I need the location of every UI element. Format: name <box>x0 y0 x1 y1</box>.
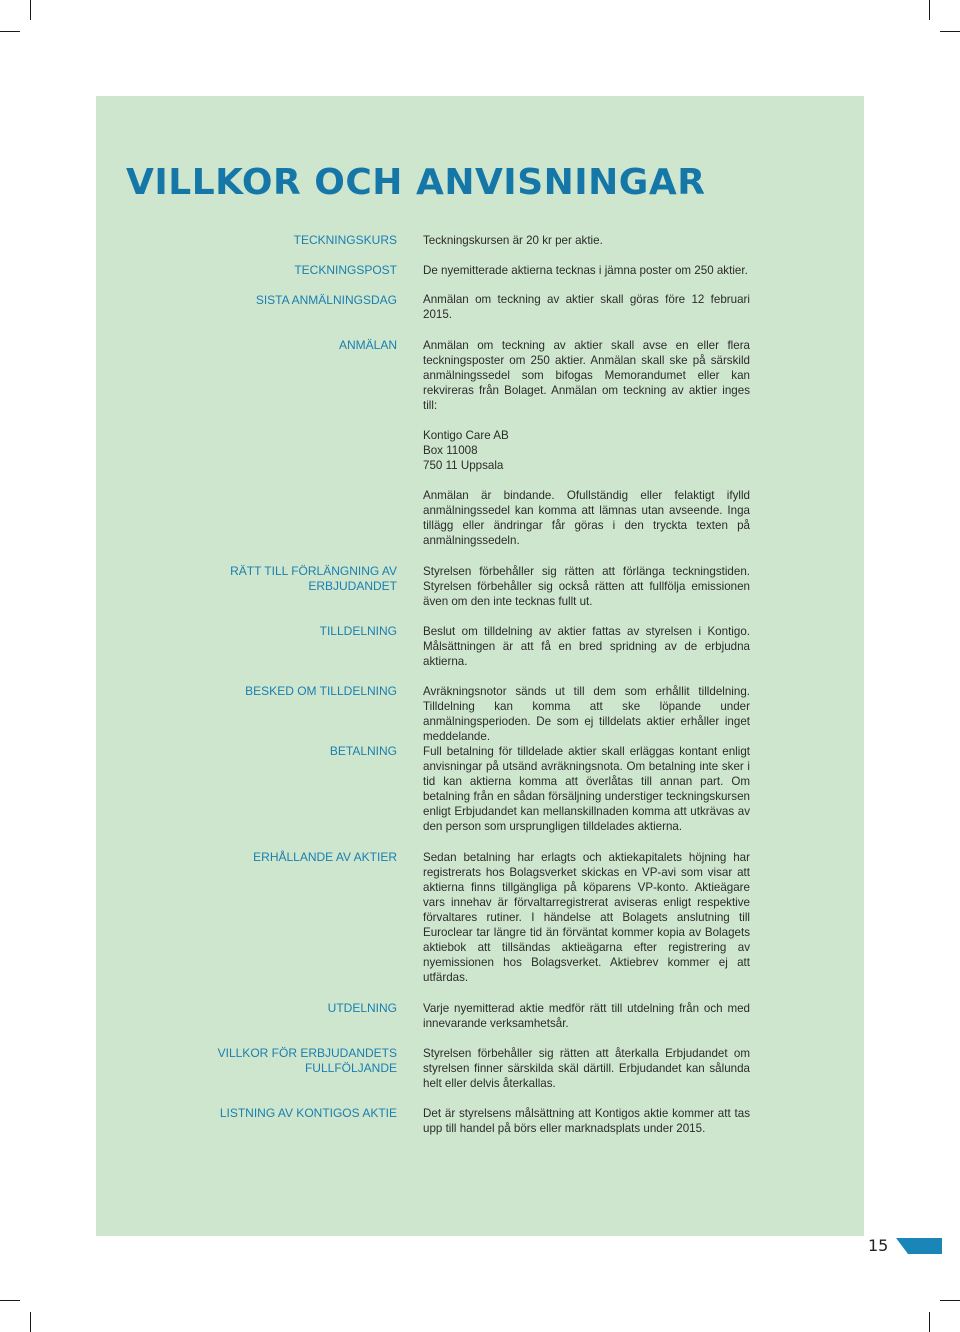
section-label: LISTNING AV KONTIGOS AKTIE <box>219 1106 397 1120</box>
page-number: 15 <box>868 1236 889 1255</box>
section-label: VILLKOR FÖR ERBJUDANDETS FULLFÖLJANDE <box>217 1046 397 1075</box>
crop-mark <box>0 31 20 32</box>
crop-mark <box>929 0 930 20</box>
section-label: ANMÄLAN <box>338 338 397 352</box>
crop-mark <box>30 0 31 20</box>
section-text <box>423 624 750 669</box>
section-text <box>423 684 750 744</box>
section-paragraph: Det är styrelsens målsättning att Kontigos aktie kommer att tas upp till handel på börs eller marknadsplats under 2015. <box>423 1107 750 1135</box>
section-label: BESKED OM TILLDELNING <box>245 684 397 698</box>
section-paragraph: Anmälan om teckning av aktier skall göras före 12 februari 2015. <box>423 293 750 321</box>
section-paragraph: Sedan betalning har erlagts och aktiekapitalets höjning har registrerats hos Bolagsverket skickas en VP-avi som visar att aktierna finns tillgängliga på köparens VP-konto. Aktieägare vars innehav är förvaltarregistrerat aviseras enligt respektive förvaltares rutiner. I händelse att Bolagets anslutning till Euroclear tar längre tid än förväntat kommer kopia av Bolagets aktiebok att tillsändas aktieägarna efter registrering av nyemissionen hos Bolagsverket. Aktiebrev kommer ej att utfärdas. <box>423 851 750 984</box>
section-text <box>423 263 750 278</box>
section-label: BETALNING <box>329 744 397 758</box>
crop-mark <box>940 31 960 32</box>
section-paragraph: Styrelsen förbehåller sig rätten att förlänga teckningstiden. Styrelsen förbehåller sig också rätten att fullfölja emissionen även om den inte tecknas fullt ut. <box>423 565 750 608</box>
section-text <box>423 744 750 834</box>
section-paragraph: Styrelsen förbehåller sig rätten att återkalla Erbjudandet om styrelsen finner särskilda skäl därtill. Erbjudandet kan sålunda helt eller delvis återkallas. <box>423 1047 750 1090</box>
section-label: UTDELNING <box>327 1001 397 1015</box>
section-text <box>423 564 750 609</box>
section-paragraph: Full betalning för tilldelade aktier skall erläggas kontant enligt anvisningar på utsänd avräkningsnota. Om betalning inte sker i tid kan aktierna komma att överlåtas till annan part. Om betalning från en sådan försäljning understiger teckningskursen enligt Erbjudandet kan mellanskillnaden komma att utkrävas av den person som ursprungligen tilldelades aktierna. <box>423 745 750 833</box>
crop-mark <box>0 1300 20 1301</box>
section-text <box>423 1106 750 1136</box>
section-paragraph: Anmälan om teckning av aktier skall avse en eller flera teckningsposter om 250 aktier. Anmälan skall ske på särskild anmälningssedel som bifogas Memorandumet eller kan rekvireras från Bolaget. Anmälan om teckning av aktier inges till: <box>423 339 750 412</box>
section-text <box>423 338 750 548</box>
section-paragraph: Avräkningsnotor sänds ut till dem som erhållit tilldelning. Tilldelning kan komma att ske löpande under anmälningsperioden. De som ej tilldelats aktier erhåller inget meddelande. <box>423 685 750 743</box>
section-paragraph: Varje nyemitterad aktie medför rätt till utdelning från och med innevarande verksamhetsår. <box>423 1002 750 1030</box>
page-title: VILLKOR OCH ANVISNINGAR <box>126 162 706 203</box>
section-text <box>423 850 750 985</box>
section-paragraph: Beslut om tilldelning av aktier fattas av styrelsen i Kontigo. Målsättningen är att få en bred spridning av de erbjudna aktierna. <box>423 625 750 668</box>
section-label: RÄTT TILL FÖRLÄNGNING AV ERBJUDANDET <box>230 564 397 593</box>
section-text <box>423 292 750 322</box>
crop-mark <box>929 1312 930 1332</box>
crop-mark <box>940 1300 960 1301</box>
page-number-accent-icon <box>896 1238 942 1254</box>
section-text <box>423 1001 750 1031</box>
section-paragraph: De nyemitterade aktierna tecknas i jämna poster om 250 aktier. <box>423 264 748 277</box>
section-paragraph: Kontigo Care AB Box 11008 750 11 Uppsala <box>423 429 509 472</box>
section-label: TECKNINGSPOST <box>294 263 397 277</box>
section-text <box>423 233 750 248</box>
section-label: TILLDELNING <box>319 624 397 638</box>
section-label: ERHÅLLANDE AV AKTIER <box>253 850 397 864</box>
section-paragraph: Teckningskursen är 20 kr per aktie. <box>423 234 603 247</box>
section-paragraph: Anmälan är bindande. Ofullständig eller felaktigt ifylld anmälningssedel kan komma att lämnas utan avseende. Inga tillägg eller ändringar får göras i den tryckta texten på anmälningssedeln. <box>423 489 750 547</box>
section-text <box>423 1046 750 1091</box>
crop-mark <box>30 1312 31 1332</box>
section-label: SISTA ANMÄLNINGSDAG <box>255 293 397 307</box>
section-label: TECKNINGSKURS <box>293 233 397 247</box>
